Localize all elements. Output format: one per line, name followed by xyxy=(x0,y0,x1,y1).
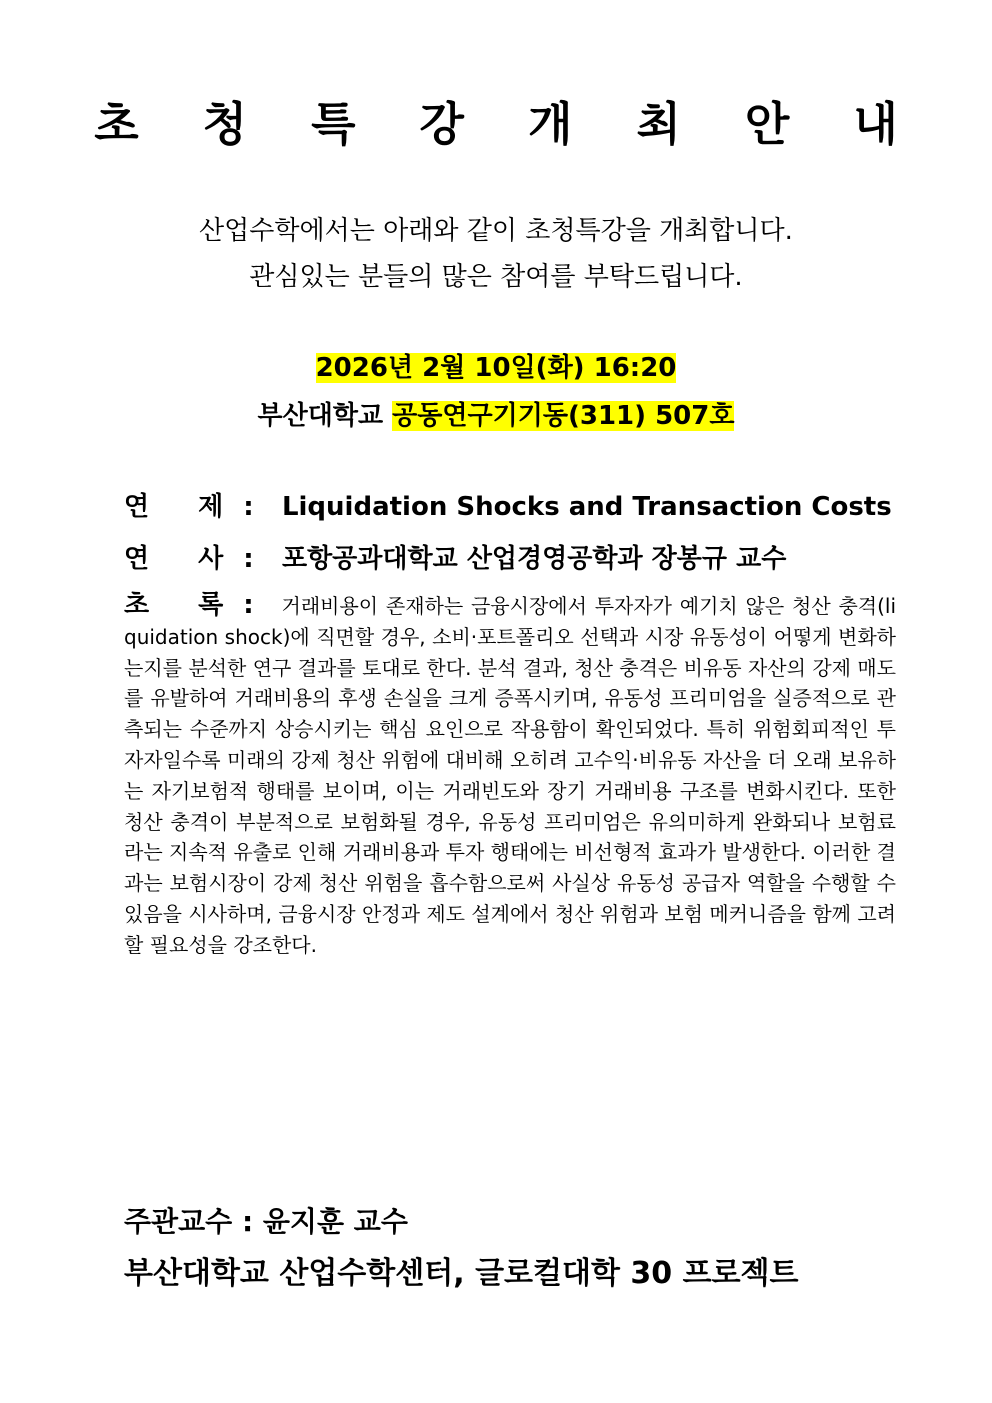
event-date: 2026년 2월 10일(화) 16:20 xyxy=(315,353,677,383)
page-title: 초 청 특 강 개 최 안 내 xyxy=(94,97,922,151)
event-place-room: 공동연구기기동(311) 507호 xyxy=(392,401,735,431)
host-professor: 주관교수 : 윤지훈 교수 xyxy=(124,1205,408,1238)
speaker-row xyxy=(124,538,894,575)
topic-label: 연 제: xyxy=(124,492,274,522)
event-date-line xyxy=(0,347,992,384)
abstract-text: 거래비용이 존재하는 금융시장에서 투자자가 예기치 않은 청산 충격(liquidation shock)에 직면할 경우, 소비·포트폴리오 선택과 시장 유동성이 어떻게 변화하는지를 분석한 연구 결과를 토대로 한다. 분석 결과, 청산 충격은 비유동 자산의 강제 매도를 유발하여 거래비용의 후생 손실을 크게 증폭시키며, 유동성 프리미엄을 실증적으로 관측되는 수준까지 상승시키는 핵심 요인으로 작용함이 확인되었다. 특히 위험회피적인 투자자일수록 미래의 강제 청산 위험에 대비해 오히려 고수익·비유동 자산을 더 오래 보유하는 자기보험적 행태를 보이며, 이는 거래빈도와 장기 거래비용 구조를 변화시킨다. 또한 청산 충격이 부분적으로 보험화될 경우, 유동성 프리미엄은 유의미하게 완화되나 보험료라는 지속적 유출로 인해 거래비용과 투자 행태에는 비선형적 효과가 발생한다. 이러한 결과는 보험시장이 강제 청산 위험을 흡수함으로써 사실상 유동성 공급자 역할을 수행할 수 있음을 시사하며, 금융시장 안정과 제도 설계에서 청산 위험과 보험 메커니즘을 함께 고려할 필요성을 강조한다. xyxy=(124,594,896,957)
host-organization: 부산대학교 산업수학센터, 글로컬대학 30 프로젝트 xyxy=(124,1256,799,1291)
speaker-value: 포항공과대학교 산업경영공학과 장봉규 교수 xyxy=(281,544,787,574)
abstract-block xyxy=(124,590,896,961)
topic-row xyxy=(124,486,894,523)
intro-line-2: 관심있는 분들의 많은 참여를 부탁드립니다. xyxy=(249,262,743,292)
abstract-label: 초 록: xyxy=(124,590,274,620)
topic-value: Liquidation Shocks and Transaction Costs xyxy=(281,492,892,522)
event-place-prefix: 부산대학교 xyxy=(257,401,384,431)
event-place-line xyxy=(0,395,992,432)
intro-line-1: 산업수학에서는 아래와 같이 초청특강을 개최합니다. xyxy=(199,216,793,246)
speaker-label: 연 사: xyxy=(124,544,274,574)
